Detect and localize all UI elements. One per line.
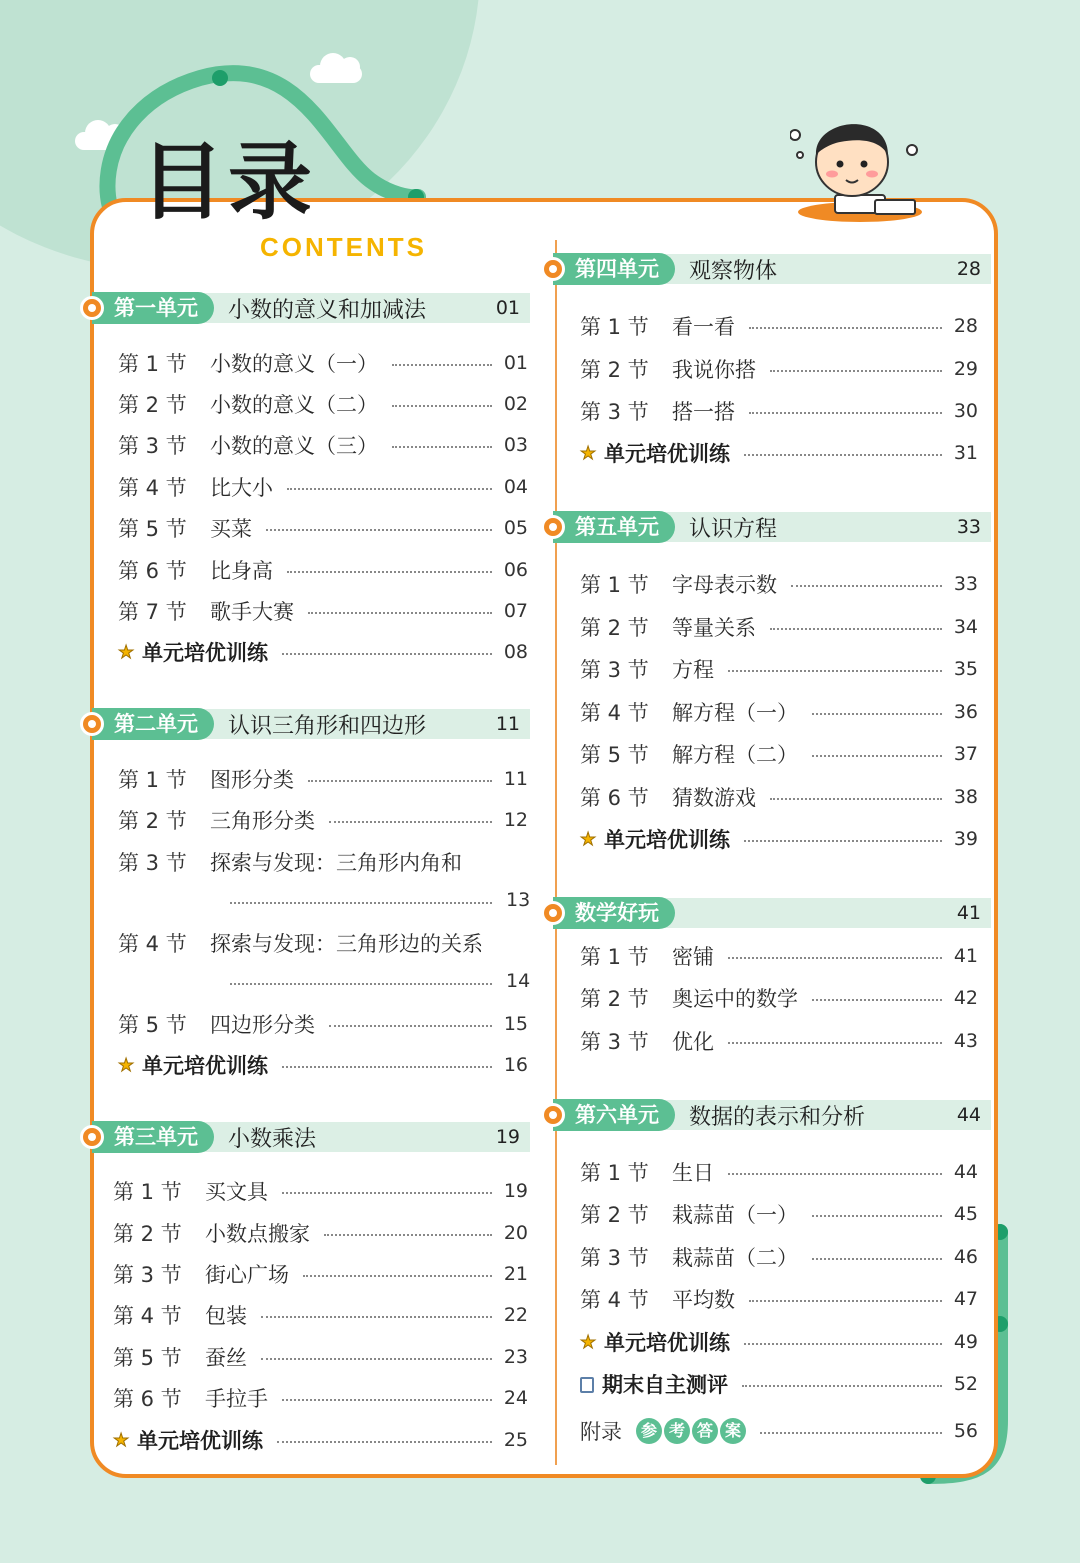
leader-dots	[277, 1441, 492, 1443]
section-title: 栽蒜苗（二）	[672, 1246, 798, 1270]
section-number: 第 3 节	[580, 400, 649, 424]
section-number: 第 3 节	[113, 1263, 182, 1287]
section-number: 第 2 节	[118, 393, 187, 417]
answer-chip: 考	[664, 1418, 690, 1444]
unit-page: 19	[495, 1126, 520, 1148]
page-number: 02	[503, 393, 528, 415]
page-number: 08	[503, 641, 528, 663]
column-divider	[555, 240, 557, 1465]
section-title: 平均数	[672, 1288, 735, 1312]
leader-dots	[303, 1275, 492, 1277]
training-title: 单元培优训练	[604, 442, 730, 466]
unit-tag: 第五单元	[553, 511, 675, 543]
unit-tag: 第四单元	[553, 253, 675, 285]
leader-dots	[742, 1385, 942, 1387]
leader-dots	[749, 1300, 942, 1302]
leader-dots	[770, 628, 942, 630]
leader-dots	[812, 999, 942, 1001]
page-number: 41	[953, 945, 978, 967]
section-number: 第 7 节	[118, 600, 187, 624]
page-number: 39	[953, 828, 978, 850]
toc-entry[interactable]	[118, 389, 528, 419]
leader-dots	[324, 1234, 492, 1236]
section-number: 第 3 节	[580, 658, 649, 682]
answer-chip: 案	[720, 1418, 746, 1444]
page-number: 24	[503, 1387, 528, 1409]
section-title: 蚕丝	[205, 1346, 247, 1370]
unit-page: 11	[495, 713, 520, 735]
star-icon: ★	[580, 442, 597, 464]
toc-entry[interactable]	[580, 983, 978, 1013]
toc-entry[interactable]	[580, 612, 978, 642]
page-number: 01	[503, 352, 528, 374]
leader-dots	[329, 1025, 492, 1027]
section-title: 探索与发现：三角形边的关系	[210, 932, 483, 956]
answer-chip: 答	[692, 1418, 718, 1444]
toc-entry[interactable]	[580, 654, 978, 684]
page-number: 38	[953, 786, 978, 808]
unit-page: 41	[956, 902, 981, 924]
section-number: 第 4 节	[113, 1304, 182, 1328]
leader-dots	[287, 488, 492, 490]
toc-entry[interactable]	[118, 513, 528, 543]
toc-entry[interactable]	[118, 928, 528, 958]
star-icon: ★	[113, 1429, 130, 1451]
toc-entry[interactable]	[118, 555, 528, 585]
section-number: 第 6 节	[118, 559, 187, 583]
page-number: 22	[503, 1304, 528, 1326]
section-title: 图形分类	[210, 768, 294, 792]
leader-dots	[770, 370, 942, 372]
page-number: 42	[953, 987, 978, 1009]
unit-page: 01	[495, 297, 520, 319]
unit-header-3[interactable]	[92, 1122, 530, 1152]
leader-dots	[770, 798, 942, 800]
page-number: 33	[953, 573, 978, 595]
section-title: 包装	[205, 1304, 247, 1328]
section-title: 栽蒜苗（一）	[672, 1203, 798, 1227]
toc-entry[interactable]	[113, 1300, 528, 1330]
unit-training-entry[interactable]	[580, 824, 978, 854]
page-number: 20	[503, 1222, 528, 1244]
section-title: 解方程（二）	[672, 743, 798, 767]
unit-training-entry[interactable]	[118, 1050, 528, 1080]
unit-header-2[interactable]	[92, 709, 530, 739]
section-title: 猜数游戏	[672, 786, 756, 810]
toc-entry[interactable]	[118, 348, 528, 378]
page-number: 15	[503, 1013, 528, 1035]
unit-tag: 数学好玩	[553, 897, 675, 929]
unit-training-entry[interactable]	[118, 637, 528, 667]
section-title: 四边形分类	[210, 1013, 315, 1037]
unit-marker-icon	[80, 712, 104, 736]
leader-dots	[749, 412, 942, 414]
page-number: 36	[953, 701, 978, 723]
leader-dots	[282, 653, 492, 655]
page-number: 11	[503, 768, 528, 790]
page-title: 目录	[140, 133, 317, 231]
leader-dots	[308, 612, 492, 614]
page-number: 23	[503, 1346, 528, 1368]
section-number: 第 3 节	[118, 851, 187, 875]
leader-dots	[392, 446, 492, 448]
section-number: 第 1 节	[118, 352, 187, 376]
leader-dots	[744, 1343, 942, 1345]
toc-entry[interactable]	[580, 1157, 978, 1187]
leader-dots	[392, 405, 492, 407]
section-number: 第 1 节	[580, 573, 649, 597]
star-icon: ★	[118, 1054, 135, 1076]
leader-dots	[282, 1192, 492, 1194]
leader-dots	[329, 821, 492, 823]
unit-title: 数据的表示和分析	[689, 1104, 866, 1130]
unit-training-entry[interactable]	[580, 438, 978, 468]
page-number: 37	[953, 743, 978, 765]
toc-entry[interactable]	[118, 430, 528, 460]
leader-dots	[392, 364, 492, 366]
toc-entry[interactable]	[580, 1284, 978, 1314]
section-number: 第 3 节	[580, 1030, 649, 1054]
page-number: 35	[953, 658, 978, 680]
section-number: 第 1 节	[580, 945, 649, 969]
page-subtitle: CONTENTS	[260, 232, 427, 262]
toc-entry[interactable]	[113, 1383, 528, 1413]
leader-dots	[744, 454, 942, 456]
page-number: 25	[503, 1429, 528, 1451]
leader-dots	[230, 983, 492, 985]
section-title: 小数点搬家	[205, 1222, 310, 1246]
toc-entry[interactable]	[580, 697, 978, 727]
section-title: 看一看	[672, 315, 735, 339]
unit-header-1[interactable]	[92, 293, 530, 323]
leader-dots	[760, 1432, 942, 1434]
page-number: 19	[503, 1180, 528, 1202]
toc-entry[interactable]	[580, 354, 978, 384]
section-title: 优化	[672, 1030, 714, 1054]
toc-entry[interactable]	[118, 472, 528, 502]
page-number: 45	[953, 1203, 978, 1225]
toc-entry[interactable]	[113, 1218, 528, 1248]
section-title: 小数的意义（一）	[210, 352, 378, 376]
page-number: 43	[953, 1030, 978, 1052]
section-number: 第 3 节	[580, 1246, 649, 1270]
page-number: 03	[503, 434, 528, 456]
toc-entry[interactable]	[580, 396, 978, 426]
toc-entry[interactable]	[118, 764, 528, 794]
appendix-label: 附录	[580, 1420, 622, 1444]
page-number: 44	[953, 1161, 978, 1183]
section-title: 歌手大赛	[210, 600, 294, 624]
unit-header-fun-math[interactable]	[553, 898, 991, 928]
section-number: 第 1 节	[580, 1161, 649, 1185]
unit-tag: 第一单元	[92, 292, 214, 324]
section-title: 搭一搭	[672, 400, 735, 424]
section-title: 买菜	[210, 517, 252, 541]
section-title: 字母表示数	[672, 573, 777, 597]
leader-dots	[282, 1066, 492, 1068]
leader-dots	[728, 670, 942, 672]
toc-entry[interactable]	[580, 1026, 978, 1056]
toc-entry[interactable]	[113, 1342, 528, 1372]
page-number: 13	[506, 889, 531, 911]
section-number: 第 1 节	[580, 315, 649, 339]
unit-tag: 第二单元	[92, 708, 214, 740]
page-number: 14	[506, 970, 531, 992]
training-title: 单元培优训练	[137, 1429, 263, 1453]
toc-entry[interactable]	[580, 941, 978, 971]
page-number: 56	[953, 1420, 978, 1442]
toc-entry[interactable]	[580, 1242, 978, 1272]
section-number: 第 4 节	[580, 1288, 649, 1312]
star-icon: ★	[580, 1331, 597, 1353]
unit-page: 28	[956, 258, 981, 280]
section-number: 第 5 节	[580, 743, 649, 767]
toc-entry[interactable]	[113, 1259, 528, 1289]
page-number: 30	[953, 400, 978, 422]
unit-tag: 第三单元	[92, 1121, 214, 1153]
section-number: 第 6 节	[113, 1387, 182, 1411]
leader-dots	[744, 840, 942, 842]
leader-dots	[728, 957, 942, 959]
leader-dots	[261, 1358, 492, 1360]
section-number: 第 4 节	[118, 932, 187, 956]
leader-dots	[282, 1399, 492, 1401]
unit-marker-icon	[541, 1103, 565, 1127]
page-number: 07	[503, 600, 528, 622]
page-number: 49	[953, 1331, 978, 1353]
unit-training-entry[interactable]	[113, 1425, 528, 1455]
unit-header-5[interactable]	[553, 512, 991, 542]
training-title: 单元培优训练	[604, 1331, 730, 1355]
toc-entry[interactable]	[118, 1009, 528, 1039]
section-title: 解方程（一）	[672, 701, 798, 725]
toc-entry[interactable]	[580, 739, 978, 769]
toc-entry[interactable]	[118, 805, 528, 835]
page-number: 06	[503, 559, 528, 581]
page-number: 16	[503, 1054, 528, 1076]
unit-title: 认识三角形和四边形	[228, 713, 427, 739]
section-number: 第 4 节	[580, 701, 649, 725]
section-number: 第 2 节	[580, 358, 649, 382]
leader-dots	[266, 529, 492, 531]
page-number: 28	[953, 315, 978, 337]
section-title: 比大小	[210, 476, 273, 500]
section-title: 小数的意义（二）	[210, 393, 378, 417]
page-number: 47	[953, 1288, 978, 1310]
unit-training-entry[interactable]	[580, 1327, 978, 1357]
unit-title: 小数乘法	[228, 1126, 317, 1152]
unit-title: 观察物体	[689, 258, 778, 284]
section-number: 第 2 节	[118, 809, 187, 833]
final-test-entry[interactable]	[580, 1369, 978, 1399]
section-title: 奥运中的数学	[672, 987, 798, 1011]
unit-marker-icon	[541, 901, 565, 925]
section-title: 小数的意义（三）	[210, 434, 378, 458]
unit-header-4[interactable]	[553, 254, 991, 284]
page-number: 04	[503, 476, 528, 498]
toc-entry[interactable]	[118, 596, 528, 626]
unit-header-6[interactable]	[553, 1100, 991, 1130]
section-title: 买文具	[205, 1180, 268, 1204]
page-number: 21	[503, 1263, 528, 1285]
unit-title: 小数的意义和加减法	[228, 297, 427, 323]
section-number: 第 2 节	[580, 987, 649, 1011]
title-block	[140, 133, 427, 262]
leader-dots	[308, 780, 492, 782]
section-title: 我说你搭	[672, 358, 756, 382]
unit-page: 44	[956, 1104, 981, 1126]
star-icon: ★	[580, 828, 597, 850]
section-number: 第 5 节	[118, 517, 187, 541]
page-number: 05	[503, 517, 528, 539]
section-title: 三角形分类	[210, 809, 315, 833]
star-icon: ★	[118, 641, 135, 663]
leader-dots	[230, 902, 492, 904]
section-number: 第 6 节	[580, 786, 649, 810]
section-title: 方程	[672, 658, 714, 682]
page-number: 52	[953, 1373, 978, 1395]
unit-title: 认识方程	[689, 516, 778, 542]
section-number: 第 2 节	[580, 1203, 649, 1227]
section-number: 第 2 节	[113, 1222, 182, 1246]
training-title: 单元培优训练	[604, 828, 730, 852]
leader-dots	[791, 585, 942, 587]
section-title: 生日	[672, 1161, 714, 1185]
section-number: 第 4 节	[118, 476, 187, 500]
page-number: 31	[953, 442, 978, 464]
appendix-entry[interactable]	[580, 1416, 978, 1446]
page-number: 29	[953, 358, 978, 380]
section-title: 街心广场	[205, 1263, 289, 1287]
toc-entry[interactable]	[113, 1176, 528, 1206]
unit-tag: 第六单元	[553, 1099, 675, 1131]
section-number: 第 1 节	[118, 768, 187, 792]
training-title: 单元培优训练	[142, 641, 268, 665]
toc-entry[interactable]	[118, 847, 528, 877]
final-test-title: 期末自主测评	[602, 1373, 728, 1397]
answer-chip: 参	[636, 1418, 662, 1444]
boy-reading-illustration	[790, 100, 930, 225]
leader-dots	[261, 1316, 492, 1318]
unit-marker-icon	[541, 257, 565, 281]
section-title: 密铺	[672, 945, 714, 969]
section-title: 等量关系	[672, 616, 756, 640]
section-number: 第 1 节	[113, 1180, 182, 1204]
section-number: 第 5 节	[113, 1346, 182, 1370]
unit-marker-icon	[80, 296, 104, 320]
unit-marker-icon	[541, 515, 565, 539]
page-number: 34	[953, 616, 978, 638]
unit-marker-icon	[80, 1125, 104, 1149]
book-icon	[580, 1377, 594, 1393]
section-number: 第 2 节	[580, 616, 649, 640]
toc-entry[interactable]	[580, 782, 978, 812]
page-number: 46	[953, 1246, 978, 1268]
leader-dots	[812, 1258, 942, 1260]
leader-dots	[812, 755, 942, 757]
leader-dots	[749, 327, 942, 329]
leader-dots	[287, 571, 492, 573]
page-number: 12	[503, 809, 528, 831]
section-title: 手拉手	[205, 1387, 268, 1411]
toc-entry[interactable]	[580, 1199, 978, 1229]
leader-dots	[812, 1215, 942, 1217]
toc-entry[interactable]	[580, 569, 978, 599]
leader-dots	[812, 713, 942, 715]
training-title: 单元培优训练	[142, 1054, 268, 1078]
toc-entry[interactable]	[580, 311, 978, 341]
leader-dots	[728, 1042, 942, 1044]
section-number: 第 3 节	[118, 434, 187, 458]
section-title: 探索与发现：三角形内角和	[210, 851, 462, 875]
unit-page: 33	[956, 516, 981, 538]
section-title: 比身高	[210, 559, 273, 583]
leader-dots	[728, 1173, 942, 1175]
section-number: 第 5 节	[118, 1013, 187, 1037]
